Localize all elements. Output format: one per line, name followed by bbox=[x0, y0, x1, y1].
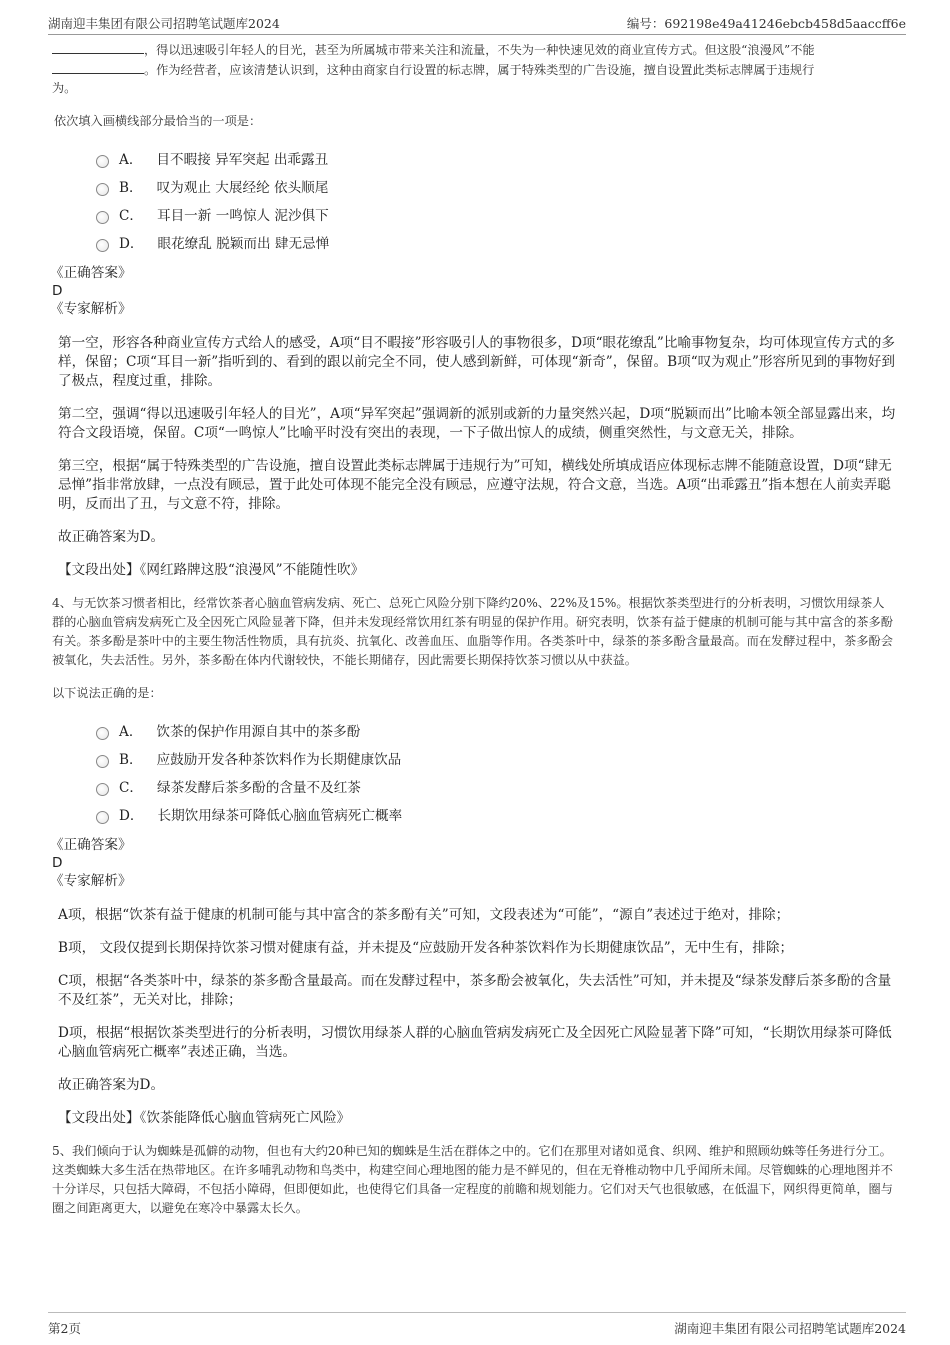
q4-option-b[interactable]: B． 应鼓励开发各种茶饮料作为长期健康饮品 bbox=[96, 744, 896, 772]
q3-option-b[interactable]: B． 叹为观止 大展经纶 依头顺尾 bbox=[96, 172, 896, 200]
q3-option-c[interactable]: C． 耳目一新 一鸣惊人 泥沙俱下 bbox=[96, 200, 896, 228]
blank-line bbox=[52, 40, 144, 54]
q3-line-2: 。作为经营者，应该清楚认识到，这种由商家自行设置的标志牌，属于特殊类型的广告设施，擅自设置此类标志牌属于违规行 bbox=[52, 60, 896, 80]
q4-explanation-d: D项，根据“根据饮茶类型进行的分析表明，习惯饮用绿茶人群的心脑血管病发病死亡及全因死亡风险显著下降”可知，“长期饮用绿茶可降低心脑血管病死亡概率”表述正确，当选。 bbox=[58, 1025, 892, 1060]
q5-passage: 5、我们倾向于认为蜘蛛是孤僻的动物，但也有大约20种已知的蜘蛛是生活在群体之中的。它们在那里对诸如觅食、织网、维护和照顾幼蛛等任务进行分工。这类蜘蛛大多生活在热带地区。在许多哺乳动物和鸟类中，构建空间心理地图的能力是不鲜见的，但在无脊椎动物中几乎闻所未闻。尽管蜘蛛的心理地图并不十分详尽，只包括大障碍，不包括小障碍，但即便如此，也使得它们具备一定程度的前瞻和规划能力。它们对天气也很敏感，在低温下，网织得更简单，圈与圈之间距离更大，以避免在寒冷中暴露太长久。 bbox=[52, 1144, 893, 1215]
radio-button-icon[interactable] bbox=[96, 755, 109, 768]
q3-option-d[interactable]: D． 眼花缭乱 脱颖而出 肆无忌惮 bbox=[96, 228, 896, 256]
q3-prompt: 依次填入画横线部分最恰当的一项是： bbox=[54, 113, 262, 128]
q3-explanation-2: 第二空，强调“得以迅速吸引年轻人的目光”，A项“异军突起”强调新的派别或新的力量突然兴起，D项“脱颖而出”比喻本领全部显露出来，均符合文段语境，保留。C项“一鸣惊人”比喻平时没有突出的表现，一下子做出惊人的成绩，侧重突然性，与文意无关，排除。 bbox=[58, 406, 896, 441]
header-document-id: 编号：692198e49a41246ebcb458d5aaccff6e bbox=[626, 16, 906, 31]
radio-button-icon[interactable] bbox=[96, 783, 109, 796]
q4-conclusion: 故正确答案为D。 bbox=[58, 1077, 165, 1093]
q4-prompt: 以下说法正确的是： bbox=[52, 686, 162, 700]
page-number: 第2页 bbox=[48, 1321, 81, 1336]
q4-explanation-c: C项，根据“各类茶叶中，绿茶的茶多酚含量最高。而在发酵过程中，茶多酚会被氧化，失去活性”可知，并未提及“绿茶发酵后茶多酚的含量不及红茶”，无关对比，排除； bbox=[58, 973, 892, 1008]
q3-explanation-1: 第一空，形容各种商业宣传方式给人的感受，A项“目不暇接”形容吸引人的事物很多，D项“眼花缭乱”比喻事物复杂，均可体现宣传方式的多样，保留；C项“耳目一新”指听到的、看到的跟以前完全不同，使人感到新鲜，可体现“新奇”，保留。B项“叹为观止”形容所见到的事物好到了极点，程度过重，排除。 bbox=[58, 335, 895, 389]
page-header bbox=[48, 14, 906, 35]
radio-button-icon[interactable] bbox=[96, 239, 109, 252]
radio-button-icon[interactable] bbox=[96, 811, 109, 824]
page-content bbox=[50, 40, 896, 1232]
q3-option-a[interactable]: A． 目不暇接 异军突起 出乖露丑 bbox=[96, 144, 896, 172]
q4-options bbox=[96, 716, 896, 828]
q3-line-3: 为。 bbox=[52, 81, 77, 95]
q3-line-1: ，得以迅速吸引年轻人的目光，甚至为所属城市带来关注和流量，不失为一种快速见效的商业宣传方式。但这股“浪漫风”不能 bbox=[52, 40, 896, 60]
q4-explanation-a: A项，根据“饮茶有益于健康的机制可能与其中富含的茶多酚有关”可知，文段表述为“可能”，“源自”表述过于绝对，排除； bbox=[58, 907, 790, 923]
q3-options bbox=[96, 144, 896, 256]
q4-option-a[interactable]: A． 饮茶的保护作用源自其中的茶多酚 bbox=[96, 716, 896, 744]
q3-source: 【文段出处】《网红路牌这股“浪漫风”不能随性吹》 bbox=[58, 562, 365, 578]
q4-option-d[interactable]: D． 长期饮用绿茶可降低心脑血管病死亡概率 bbox=[96, 800, 896, 828]
q4-option-c[interactable]: C． 绿茶发酵后茶多酚的含量不及红茶 bbox=[96, 772, 896, 800]
radio-button-icon[interactable] bbox=[96, 155, 109, 168]
q4-explanation-b: B项， 文段仅提到长期保持饮茶习惯对健康有益，并未提及“应鼓励开发各种茶饮料作为长期健康饮品”，无中生有，排除； bbox=[58, 940, 794, 956]
footer-title: 湖南迎丰集团有限公司招聘笔试题库2024 bbox=[674, 1321, 906, 1336]
q3-passage bbox=[52, 40, 896, 98]
q3-answer: D bbox=[52, 283, 63, 299]
q3-analysis-label: 《专家解析》 bbox=[50, 301, 132, 317]
q4-answer-label: 《正确答案》 bbox=[50, 837, 132, 853]
q3-answer-label: 《正确答案》 bbox=[50, 265, 132, 281]
header-title: 湖南迎丰集团有限公司招聘笔试题库2024 bbox=[48, 16, 280, 31]
radio-button-icon[interactable] bbox=[96, 727, 109, 740]
radio-button-icon[interactable] bbox=[96, 211, 109, 224]
q4-passage: 4、与无饮茶习惯者相比，经常饮茶者心脑血管病发病、死亡、总死亡风险分别下降约20%、22%及15%。根据饮茶类型进行的分析表明，习惯饮用绿茶人群的心脑血管病发病死亡及全因死亡风险显著下降，但并未发现经常饮用红茶有明显的保护作用。研究表明，饮茶有益于健康的机制可能与其中富含的茶多酚有关。茶多酚是茶叶中的主要生物活性物质，具有抗炎、抗氧化、改善血压、血脂等作用。各类茶叶中，绿茶的茶多酚含量最高。而在发酵过程中，茶多酚会被氧化，失去活性。另外，茶多酚在体内代谢较快，不能长期储存，因此需要长期保持饮茶习惯以从中获益。 bbox=[52, 596, 893, 667]
radio-button-icon[interactable] bbox=[96, 183, 109, 196]
q4-answer: D bbox=[52, 855, 63, 871]
q3-explanation-3: 第三空，根据“属于特殊类型的广告设施，擅自设置此类标志牌属于违规行为”可知，横线处所填成语应体现标志牌不能随意设置，D项“肆无忌惮”指非常放肆，一点没有顾忌，置于此处可体现不能完全没有顾忌，应遵守法规，符合文意，当选。A项“出乖露丑”指本想在人前卖弄聪明，反而出了丑，与文意不符，排除。 bbox=[58, 458, 892, 512]
q4-analysis-label: 《专家解析》 bbox=[50, 873, 132, 889]
blank-line bbox=[52, 60, 144, 74]
page-footer bbox=[48, 1312, 906, 1341]
q4-source: 【文段出处】《饮茶能降低心脑血管病死亡风险》 bbox=[58, 1110, 351, 1126]
q3-conclusion: 故正确答案为D。 bbox=[58, 529, 165, 545]
